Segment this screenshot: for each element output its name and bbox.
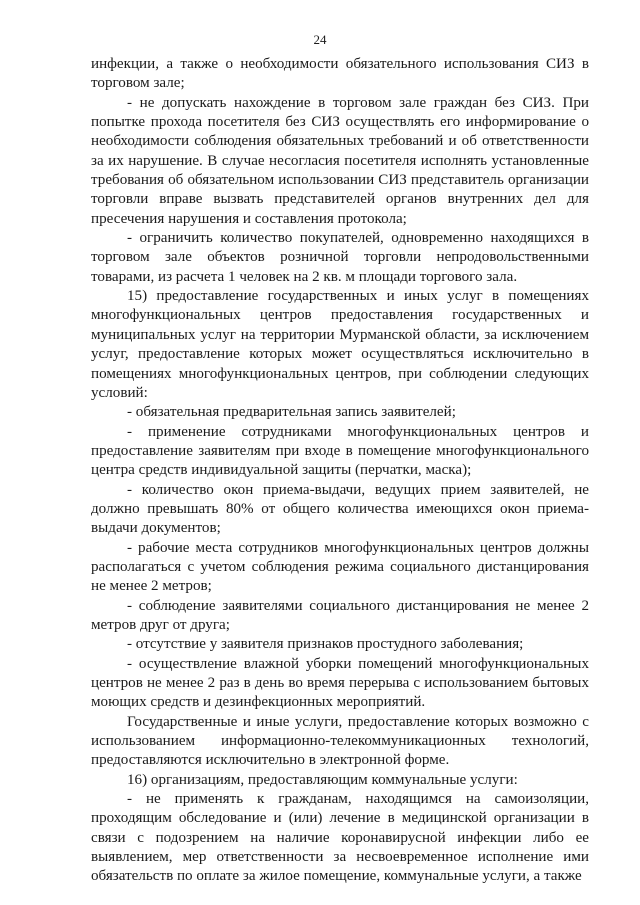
paragraph: - рабочие места сотрудников многофункциональных центров должны располагаться с учетом соблюдения режима социального дистанцирования не менее 2 метров;	[91, 539, 589, 595]
paragraph: - не применять к гражданам, находящимся на самоизоляции, проходящим обследование и (или) лечение в медицинской организации в связи с подозрением на наличие коронавирусной инфекции либо ее выявлением, мер ответственности за несвоевременное исполнение ими обязательств по оплате за жилое помещение, коммунальные услуги, а также	[91, 791, 589, 885]
paragraph: инфекции, а также о необходимости обязательного использования СИЗ в торговом зале;	[91, 56, 589, 92]
body-text	[91, 55, 589, 887]
paragraph: - ограничить количество покупателей, одновременно находящихся в торговом зале объектов розничной торговли непродовольственными товарами, из расчета 1 человек на 2 кв. м площади торгового зала.	[91, 230, 589, 285]
paragraph: 16) организациям, предоставляющим коммунальные услуги:	[127, 771, 518, 788]
paragraph: - обязательная предварительная запись заявителей;	[127, 404, 456, 421]
paragraph: - осуществление влажной уборки помещений многофункциональных центров не менее 2 раз в день во время перерыва с использованием бытовых моющих средств и дезинфекционных мероприятий.	[91, 655, 589, 711]
paragraph: - отсутствие у заявителя признаков простудного заболевания;	[127, 636, 524, 653]
paragraph: - количество окон приема-выдачи, ведущих прием заявителей, не должно превышать 80% от общего количества имеющихся окон приема-выдачи документов;	[91, 481, 589, 537]
paragraph: - соблюдение заявителями социального дистанцирования не менее 2 метров друг от друга;	[91, 597, 589, 633]
paragraph: 15) предоставление государственных и иных услуг в помещениях многофункциональных центров предоставления государственных и муниципальных услуг на территории Мурманской области, за исключением услуг, предоставление которых может осуществляться исключительно в помещениях многофункциональных центров, при соблюдении следующих условий:	[91, 288, 589, 401]
paragraph: - не допускать нахождение в торговом зале граждан без СИЗ. При попытке прохода посетителя без СИЗ осуществлять его информирование о необходимости соблюдения обязательных требований и об ответственности за их нарушение. В случае несогласия посетителя исполнять установленные требования об обязательном использовании СИЗ представитель организации торговли вправе вызвать представителей органов внутренних дел для пресечения нарушения и составления протокола;	[91, 94, 589, 227]
page-number: 24	[313, 32, 327, 47]
paragraph: Государственные и иные услуги, предоставление которых возможно с использованием информационно-телекоммуникационных технологий, предоставляются исключительно в электронной форме.	[91, 713, 589, 769]
paragraph: - применение сотрудниками многофункциональных центров и предоставление заявителям при входе в помещение многофункционального центра средств индивидуальной защиты (перчатки, маска);	[91, 423, 589, 479]
